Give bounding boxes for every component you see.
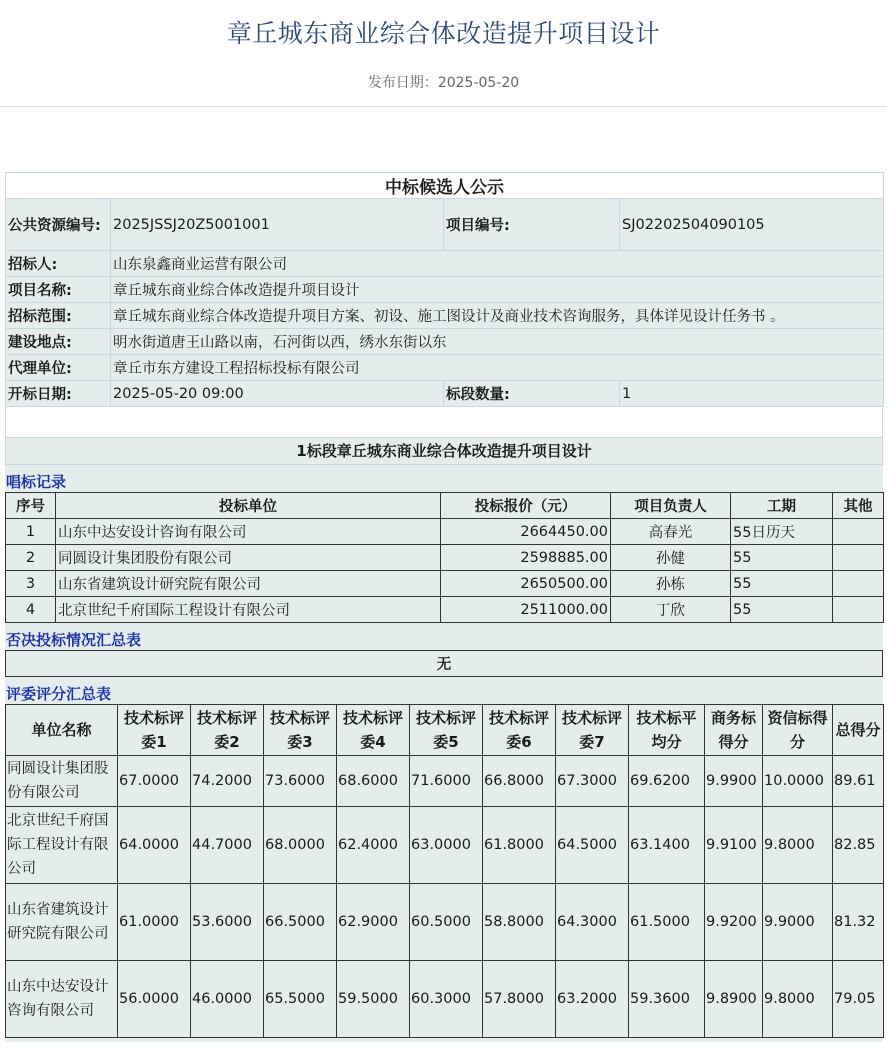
scope-value: 章丘城东商业综合体改造提升项目方案、初设、施工图设计及商业技术咨询服务，具体详见设计任务书 。 [111, 303, 884, 329]
bid-row [6, 545, 884, 571]
score-cell: 59.3600 [629, 961, 705, 1038]
score-header-cell: 技术标评委6 [483, 705, 556, 756]
resource-no-value: 2025JSSJ20Z5001001 [111, 199, 444, 251]
scope-label: 招标范围: [6, 303, 111, 329]
open-date-label: 开标日期: [6, 381, 111, 407]
page-title: 章丘城东商业综合体改造提升项目设计 [226, 19, 661, 48]
score-row [6, 756, 884, 807]
score-cell: 82.85 [833, 807, 884, 884]
score-cell: 60.5000 [410, 884, 483, 961]
scores-title: 评委评分汇总表 [6, 685, 112, 703]
score-cell: 74.2000 [191, 756, 264, 807]
bid-cell [833, 519, 884, 545]
bid-header-cell: 投标单位 [56, 493, 441, 519]
bid-header-cell: 其他 [833, 493, 884, 519]
score-header-cell: 技术标平均分 [629, 705, 705, 756]
bid-cell: 孙健 [611, 545, 731, 571]
score-cell: 63.0000 [410, 807, 483, 884]
rejected-value: 无 [6, 651, 883, 677]
bid-cell: 山东省建筑设计研究院有限公司 [56, 571, 441, 597]
bid-cell: 同圆设计集团股份有限公司 [56, 545, 441, 571]
bid-cell: 55 [731, 545, 833, 571]
table-bottom-spacer [5, 1038, 883, 1042]
bid-row [6, 597, 884, 623]
bid-cell: 丁欣 [611, 597, 731, 623]
bid-cell: 北京世纪千府国际工程设计有限公司 [56, 597, 441, 623]
bid-cell: 55 [731, 571, 833, 597]
notice-info-table [5, 172, 884, 407]
score-header-cell: 技术标评委7 [556, 705, 629, 756]
score-header-cell: 技术标评委3 [264, 705, 337, 756]
tenderer-label: 招标人: [6, 251, 111, 277]
project-no-label: 项目编号: [444, 199, 620, 251]
score-cell: 64.5000 [556, 807, 629, 884]
score-cell: 68.6000 [337, 756, 410, 807]
score-cell: 9.9000 [763, 884, 833, 961]
score-cell: 9.8000 [763, 961, 833, 1038]
score-cell: 73.6000 [264, 756, 337, 807]
bid-cell: 1 [6, 519, 56, 545]
project-name-label: 项目名称: [6, 277, 111, 303]
publish-date-label: 发布日期： [367, 75, 438, 91]
bid-cell: 2 [6, 545, 56, 571]
score-cell: 66.5000 [264, 884, 337, 961]
score-unit-name: 山东中达安设计咨询有限公司 [6, 961, 118, 1038]
score-cell: 9.9100 [705, 807, 763, 884]
bid-cell: 2650500.00 [441, 571, 611, 597]
score-cell: 58.8000 [483, 884, 556, 961]
score-header-cell: 技术标评委2 [191, 705, 264, 756]
bid-record-table [5, 492, 884, 623]
rejected-table [5, 650, 883, 677]
score-row [6, 961, 884, 1038]
notice-caption: 中标候选人公示 [6, 173, 884, 199]
publish-date [0, 72, 887, 92]
bid-header-cell: 项目负责人 [611, 493, 731, 519]
bid-cell: 高春光 [611, 519, 731, 545]
score-cell: 79.05 [833, 961, 884, 1038]
bid-header-cell: 投标报价（元） [441, 493, 611, 519]
score-header-cell: 技术标评委1 [118, 705, 191, 756]
score-cell: 67.0000 [118, 756, 191, 807]
score-cell: 69.6200 [629, 756, 705, 807]
score-cell: 61.0000 [118, 884, 191, 961]
publish-date-value: 2025-05-20 [437, 75, 520, 91]
score-cell: 64.0000 [118, 807, 191, 884]
agency-label: 代理单位: [6, 355, 111, 381]
score-cell: 63.2000 [556, 961, 629, 1038]
score-unit-name: 同圆设计集团股份有限公司 [6, 756, 118, 807]
page-header [0, 0, 887, 107]
bid-cell [833, 597, 884, 623]
bid-header-cell: 工期 [731, 493, 833, 519]
notice-content [5, 172, 883, 1042]
bid-record-heading [5, 465, 883, 492]
score-header-cell: 资信标得分 [763, 705, 833, 756]
score-cell: 9.8000 [763, 807, 833, 884]
score-cell: 59.5000 [337, 961, 410, 1038]
lot-count-value: 1 [620, 381, 884, 407]
bid-header-cell: 序号 [6, 493, 56, 519]
bid-cell [833, 545, 884, 571]
bid-cell: 孙栋 [611, 571, 731, 597]
project-name-value: 章丘城东商业综合体改造提升项目设计 [111, 277, 884, 303]
bid-cell: 4 [6, 597, 56, 623]
score-row [6, 807, 884, 884]
score-cell: 53.6000 [191, 884, 264, 961]
location-label: 建设地点: [6, 329, 111, 355]
score-cell: 61.5000 [629, 884, 705, 961]
score-cell: 67.3000 [556, 756, 629, 807]
bid-cell: 55日历天 [731, 519, 833, 545]
score-cell: 60.3000 [410, 961, 483, 1038]
score-cell: 64.3000 [556, 884, 629, 961]
bid-row [6, 519, 884, 545]
score-unit-name: 北京世纪千府国际工程设计有限公司 [6, 807, 118, 884]
open-date-value: 2025-05-20 09:00 [111, 381, 444, 407]
agency-value: 章丘市东方建设工程招标投标有限公司 [111, 355, 884, 381]
score-unit-name: 山东省建筑设计研究院有限公司 [6, 884, 118, 961]
score-cell: 81.32 [833, 884, 884, 961]
score-cell: 62.4000 [337, 807, 410, 884]
project-no-value: SJ02202504090105 [620, 199, 884, 251]
rejected-heading [5, 623, 883, 650]
score-cell: 57.8000 [483, 961, 556, 1038]
score-cell: 9.9900 [705, 756, 763, 807]
tenderer-value: 山东泉鑫商业运营有限公司 [111, 251, 884, 277]
scores-heading [5, 677, 883, 704]
bid-cell: 2598885.00 [441, 545, 611, 571]
score-row [6, 884, 884, 961]
score-cell: 71.6000 [410, 756, 483, 807]
scores-table [5, 704, 884, 1038]
score-cell: 66.8000 [483, 756, 556, 807]
score-header-cell: 总得分 [833, 705, 884, 756]
score-cell: 62.9000 [337, 884, 410, 961]
bid-cell [833, 571, 884, 597]
score-cell: 61.8000 [483, 807, 556, 884]
section-gap [5, 407, 883, 437]
score-cell: 9.8900 [705, 961, 763, 1038]
score-cell: 9.9200 [705, 884, 763, 961]
lot-count-label: 标段数量: [444, 381, 620, 407]
score-cell: 46.0000 [191, 961, 264, 1038]
score-cell: 63.1400 [629, 807, 705, 884]
score-cell: 89.61 [833, 756, 884, 807]
bid-row [6, 571, 884, 597]
bid-cell: 55 [731, 597, 833, 623]
score-header-cell: 单位名称 [6, 705, 118, 756]
resource-no-label: 公共资源编号: [6, 199, 111, 251]
bid-cell: 2664450.00 [441, 519, 611, 545]
rejected-title: 否决投标情况汇总表 [6, 631, 142, 649]
score-cell: 10.0000 [763, 756, 833, 807]
bid-cell: 山东中达安设计咨询有限公司 [56, 519, 441, 545]
bid-cell: 3 [6, 571, 56, 597]
score-cell: 56.0000 [118, 961, 191, 1038]
location-value: 明水街道唐王山路以南，石河街以西，绣水东街以东 [111, 329, 884, 355]
score-cell: 44.7000 [191, 807, 264, 884]
bid-record-title: 唱标记录 [6, 473, 67, 491]
score-cell: 68.0000 [264, 807, 337, 884]
bid-cell: 2511000.00 [441, 597, 611, 623]
score-cell: 65.5000 [264, 961, 337, 1038]
score-header-cell: 商务标得分 [705, 705, 763, 756]
score-header-cell: 技术标评委5 [410, 705, 483, 756]
segment-title: 1标段章丘城东商业综合体改造提升项目设计 [5, 437, 883, 465]
score-header-cell: 技术标评委4 [337, 705, 410, 756]
